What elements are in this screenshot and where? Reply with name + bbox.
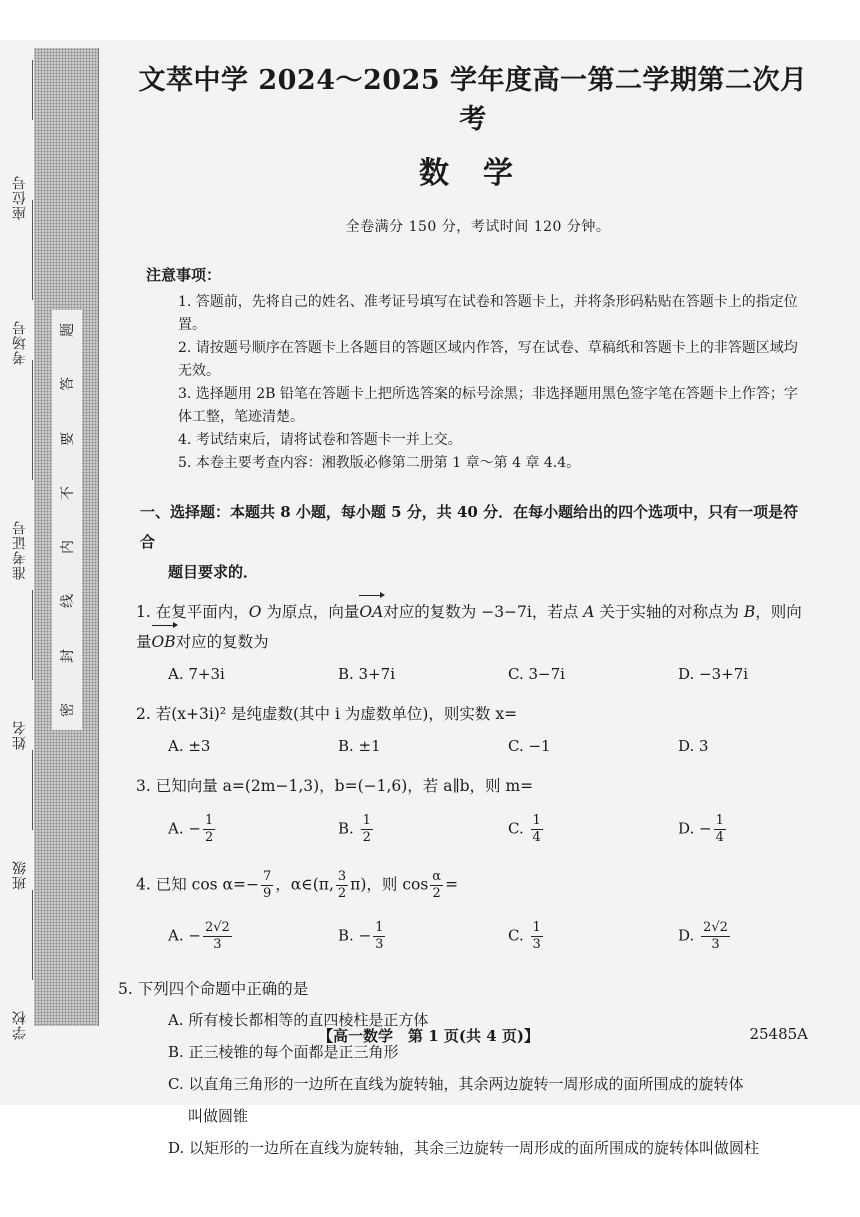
seal-char: 要 (60, 431, 76, 446)
q1-text: 对应的复数为 −3−7i，若点 (383, 603, 584, 621)
seal-strip (34, 48, 99, 1026)
option-label: C. (508, 926, 524, 944)
option-label: A. (168, 926, 184, 944)
fraction (531, 920, 543, 953)
page-number: 【高一数学 第 1 页(共 4 页)】 (318, 1027, 539, 1045)
denominator: 4 (532, 829, 541, 845)
blank-line (32, 60, 33, 120)
option-b[interactable]: B. 正三棱锥的每个面都是正三角形 (168, 1043, 399, 1061)
seal-line-text (52, 310, 82, 730)
numerator: 1 (715, 812, 724, 828)
fraction (336, 869, 348, 902)
blank-line (32, 750, 33, 830)
q1-options (168, 659, 808, 689)
question-1 (136, 597, 808, 657)
q1-text: 关于实轴的对称点为 (594, 603, 744, 621)
denominator: 2 (204, 829, 214, 845)
option-d[interactable] (678, 920, 732, 953)
option-d[interactable]: D. 3 (678, 737, 709, 755)
fraction (714, 813, 726, 846)
q1-text: 1. 在复平面内， (136, 603, 249, 621)
option-c[interactable] (508, 920, 678, 953)
fraction (430, 869, 443, 902)
option-d[interactable]: D. 以矩形的一边所在直线为旋转轴，其余三边旋转一周形成的面所围成的旋转体叫做圆柱 (168, 1139, 760, 1157)
option-c[interactable]: C. −1 (508, 737, 551, 755)
option-sign: − (699, 819, 712, 837)
option-label: D. (678, 819, 695, 837)
exam-content (118, 58, 808, 1164)
q1-text: 为原点，向量 (261, 603, 360, 621)
name-label: 姓名 (12, 720, 28, 750)
option-b[interactable] (338, 920, 508, 953)
seal-char: 密 (60, 702, 76, 717)
option-d[interactable]: D. −3+7i (678, 665, 749, 683)
fraction (701, 920, 730, 953)
option-b[interactable]: B. 3+7i (338, 665, 396, 683)
q1-text: ，则向 (755, 603, 802, 621)
option-label: C. (508, 819, 524, 837)
numerator: 7 (262, 869, 272, 884)
question-5: 5. 下列四个命题中正确的是 (118, 980, 309, 998)
q4-text: = (445, 875, 459, 894)
exam-info: 全卷满分 150 分，考试时间 120 分钟。 (345, 219, 611, 235)
q1-var: B (743, 603, 756, 621)
denominator: 2 (337, 886, 347, 901)
denominator: 3 (532, 936, 541, 952)
question-2: 2. 若(x+3i)² 是纯虚数(其中 i 为虚数单位)，则实数 x= (136, 705, 518, 723)
note-item: 4. 考试结束后，请将试卷和答题卡一并上交。 (178, 432, 462, 448)
option-label: B. (338, 819, 354, 837)
exam-room-label: 考场号 (12, 320, 28, 365)
q1-var: A (583, 603, 595, 621)
numerator: 1 (532, 919, 541, 935)
numerator: 1 (362, 812, 371, 828)
option-c[interactable]: C. 以直角三角形的一边所在直线为旋转轴，其余两边旋转一周形成的面所围成的旋转体 (168, 1075, 744, 1093)
blank-line (32, 360, 33, 480)
admission-number-label: 准考证号 (12, 520, 28, 580)
class-label: 班级 (12, 860, 28, 890)
option-label: D. (678, 926, 695, 944)
fraction (373, 920, 385, 953)
fraction (203, 813, 215, 846)
section-heading (140, 497, 808, 587)
seal-char: 答 (60, 377, 76, 392)
option-sign: − (358, 926, 372, 944)
numerator: α (432, 869, 442, 884)
numerator: 1 (375, 919, 384, 935)
denominator: 9 (262, 886, 272, 901)
exam-title: 文萃中学 2024～2025 学年度高一第二学期第二次月考 (138, 65, 808, 135)
option-c-cont: 叫做圆锥 (188, 1107, 249, 1125)
seal-char: 不 (60, 485, 76, 500)
vector-ob: OB (152, 627, 176, 657)
seal-char: 封 (60, 648, 76, 663)
option-d[interactable] (678, 813, 728, 846)
denominator: 4 (715, 829, 724, 845)
fraction (531, 813, 543, 846)
option-sign: − (188, 926, 201, 944)
note-item: 1. 答题前，先将自己的姓名、准考证号填写在试卷和答题卡上，并将条形码粘贴在答题卡上的指定位置。 (178, 294, 798, 333)
vector-oa: OA (359, 597, 383, 627)
option-b[interactable] (338, 813, 508, 846)
option-sign: − (188, 819, 201, 837)
q4-text: 4. 已知 cos α=− (136, 875, 259, 894)
note-item: 5. 本卷主要考查内容：湘教版必修第二册第 1 章～第 4 章 4.4。 (178, 455, 581, 471)
numerator: 3 (337, 869, 347, 884)
option-b[interactable]: B. ±1 (338, 737, 381, 755)
fraction (361, 813, 373, 846)
section-heading-text: 一、选择题：本题共 8 小题，每小题 5 分，共 40 分．在每小题给出的四个选项中，只有一项是符合 (140, 503, 799, 551)
school-label: 学校 (12, 1010, 28, 1040)
q2-options (168, 731, 808, 761)
q1-text: 对应的复数为 (175, 633, 269, 651)
note-item: 3. 选择题用 2B 铅笔在答题卡上把所选答案的标号涂黑；非选择题用黑色签字笔在答题卡上作答；字体工整，笔迹清楚。 (178, 386, 798, 425)
subject-title: 数学 (419, 156, 547, 191)
fraction (203, 920, 232, 953)
denominator: 2 (432, 886, 441, 901)
notes-list (178, 291, 808, 475)
seat-number-label: 座位号 (12, 175, 28, 220)
fraction (261, 869, 273, 902)
option-c[interactable]: C. 3−7i (508, 665, 565, 683)
blank-line (32, 590, 33, 680)
seal-char: 题 (60, 323, 76, 337)
numerator: 2√2 (703, 919, 728, 935)
denominator: 3 (711, 936, 720, 952)
numerator: 2√2 (204, 919, 230, 935)
notes-title: 注意事项： (146, 266, 222, 284)
seal-char: 线 (60, 594, 76, 609)
note-item: 2. 请按题号顺序在答题卡上各题目的答题区域内作答，写在试卷、草稿纸和答题卡上的非答题区域均无效。 (178, 340, 798, 379)
blank-line (32, 200, 33, 300)
q3-options (168, 803, 808, 855)
option-a[interactable] (168, 813, 338, 846)
numerator: 1 (532, 812, 541, 828)
denominator: 2 (362, 829, 371, 845)
blank-line (32, 890, 33, 980)
question-3: 3. 已知向量 a=(2m−1,3)，b=(−1,6)，若 a∥b，则 m= (136, 777, 534, 795)
denominator: 3 (213, 936, 222, 952)
q4-text: π)，则 cos (350, 875, 429, 894)
option-a[interactable]: A. 7+3i (168, 665, 225, 683)
section-heading-cont: 题目要求的． (168, 563, 259, 581)
option-a[interactable]: A. ±3 (168, 737, 211, 755)
option-c[interactable] (508, 813, 678, 846)
option-a[interactable]: A. 所有棱长都相等的直四棱柱是正方体 (168, 1011, 429, 1029)
option-label: B. (338, 926, 354, 944)
q4-options (168, 910, 808, 962)
option-label: A. (168, 819, 184, 837)
option-a[interactable] (168, 920, 338, 953)
seal-char: 内 (60, 540, 76, 555)
q1-var: O (248, 603, 262, 621)
denominator: 3 (375, 936, 384, 952)
q4-text: ，α∈(π, (275, 875, 334, 894)
question-4 (136, 869, 808, 902)
q1-text: 量 (136, 633, 152, 651)
paper-code: 25485A (749, 1025, 808, 1043)
numerator: 1 (204, 812, 214, 828)
